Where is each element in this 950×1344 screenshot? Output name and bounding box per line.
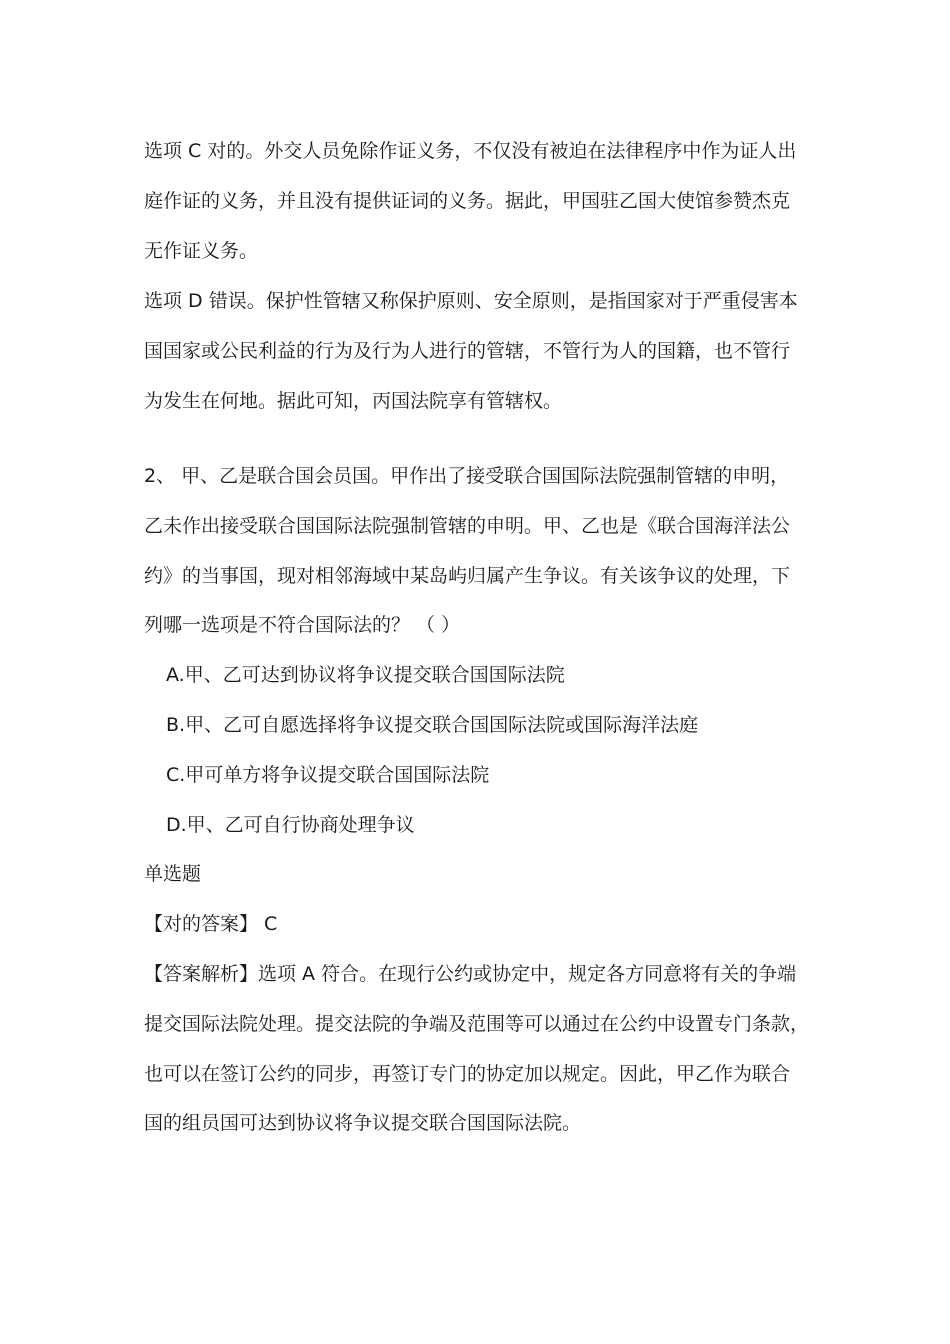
option-d-explanation-line-1: 选项 D 错误。保护性管辖又称保护原则、安全原则，是指国家对于严重侵害本 [144,290,798,312]
answer-analysis-line-4: 国的组员国可达到协议将争议提交联合国国际法院。 [144,1112,582,1134]
question-2-stem-line-4: 列哪一选项是不符合国际法的？ （ ） [144,614,461,636]
question-2-stem-line-3: 约》的当事国，现对相邻海域中某岛屿归属产生争议。有关该争议的处理，下 [144,565,791,587]
question-2-stem-line-1: 2、 甲、乙是联合国会员国。甲作出了接受联合国国际法院强制管辖的申明， [144,465,790,487]
question-2-option-b: B.甲、乙可自愿选择将争议提交联合国国际法院或国际海洋法庭 [166,714,699,736]
option-c-explanation-line-2: 庭作证的义务，并且没有提供证词的义务。据此，甲国驻乙国大使馆参赞杰克 [144,190,791,212]
answer-analysis-line-2: 提交国际法院处理。提交法院的争端及范围等可以通过在公约中设置专门条款， [144,1013,810,1035]
answer-analysis-line-3: 也可以在签订公约的同步，再签订专门的协定加以规定。因此，甲乙作为联合 [144,1063,791,1085]
correct-answer: 【对的答案】 C [144,913,278,935]
option-d-explanation-line-3: 为发生在何地。据此可知，丙国法院享有管辖权。 [144,390,563,412]
question-2-option-a: A.甲、乙可达到协议将争议提交联合国国际法院 [166,664,565,686]
option-d-explanation-line-2: 国国家或公民利益的行为及行为人进行的管辖，不管行为人的国籍，也不管行 [144,340,791,362]
option-c-explanation-line-1: 选项 C 对的。外交人员免除作证义务，不仅没有被迫在法律程序中作为证人出 [144,140,797,162]
question-2-option-d: D.甲、乙可自行协商处理争议 [166,814,415,836]
question-2-stem-line-2: 乙未作出接受联合国国际法院强制管辖的申明。甲、乙也是《联合国海洋法公 [144,515,791,537]
question-type-label: 单选题 [144,863,202,885]
option-c-explanation-line-3: 无作证义务。 [144,240,259,262]
answer-analysis-line-1: 【答案解析】选项 A 符合。在现行公约或协定中，规定各方同意将有关的争端 [144,963,797,985]
question-2-option-c: C.甲可单方将争议提交联合国国际法院 [166,764,490,786]
